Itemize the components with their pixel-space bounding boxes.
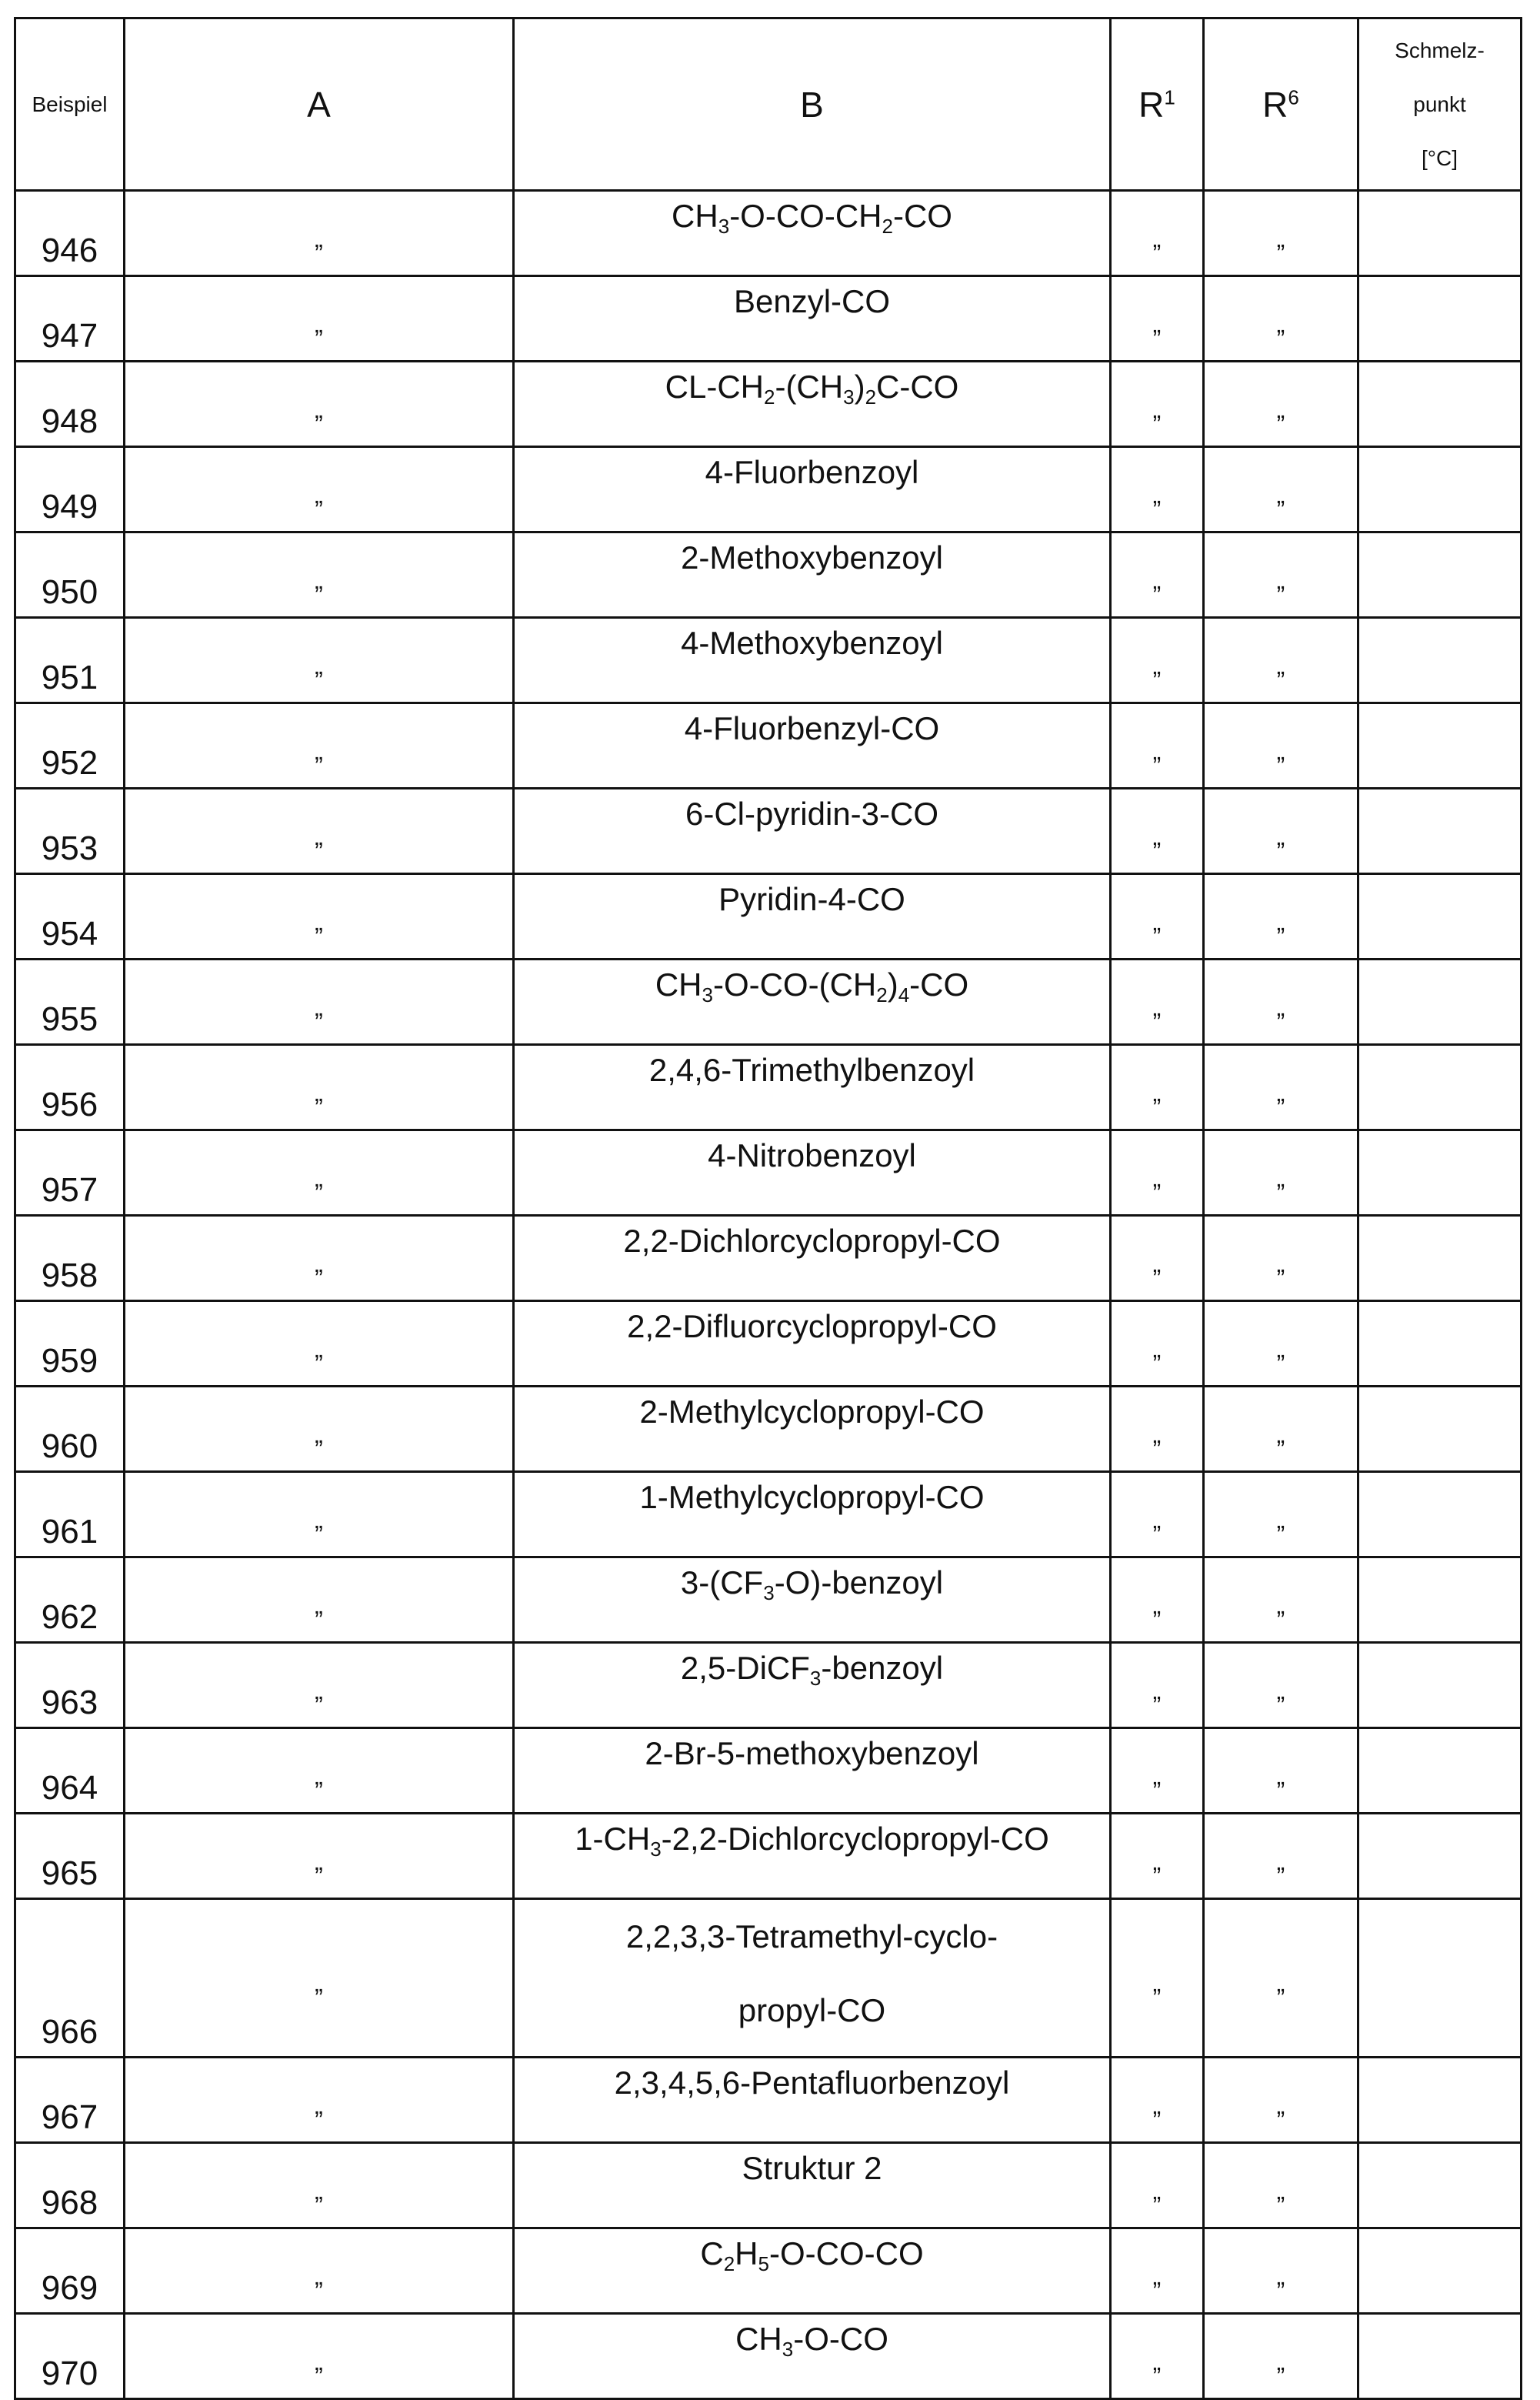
table-row: [15, 1728, 1522, 1814]
cell-r6: „: [1204, 960, 1358, 1045]
cell-a: „: [125, 276, 514, 362]
cell-melting-point: [1358, 874, 1522, 960]
cell-beispiel: 955: [15, 960, 125, 1045]
table-row: [15, 960, 1522, 1045]
cell-r1: „: [1111, 1728, 1204, 1814]
cell-r1: „: [1111, 874, 1204, 960]
formula-text: CH: [735, 2321, 782, 2357]
cell-b: [514, 789, 1111, 874]
cell-r1: „: [1111, 2314, 1204, 2399]
cell-r6: „: [1204, 1387, 1358, 1472]
formula-text: 1-Methylcyclopropyl-CO: [639, 1479, 984, 1515]
cell-r6: „: [1204, 1216, 1358, 1301]
table-row: [15, 1301, 1522, 1387]
table-row: [15, 1387, 1522, 1472]
table-row: [15, 1814, 1522, 1899]
cell-melting-point: [1358, 1899, 1522, 2058]
cell-a: „: [125, 1045, 514, 1130]
cell-r1: „: [1111, 2143, 1204, 2228]
table-row: [15, 1045, 1522, 1130]
cell-r1: „: [1111, 789, 1204, 874]
table-row: [15, 618, 1522, 703]
header-mp-line3: [°C]: [1359, 132, 1520, 185]
header-mp-line2: punkt: [1359, 78, 1520, 132]
cell-r1: „: [1111, 362, 1204, 447]
cell-b: [514, 2228, 1111, 2314]
subscript: 4: [898, 983, 909, 1006]
cell-beispiel: 954: [15, 874, 125, 960]
cell-melting-point: [1358, 1472, 1522, 1557]
header-a: A: [125, 18, 514, 191]
formula-text: C: [700, 2235, 723, 2271]
cell-beispiel: 969: [15, 2228, 125, 2314]
subscript: 2: [724, 2252, 735, 2275]
cell-beispiel: 968: [15, 2143, 125, 2228]
cell-a: „: [125, 1728, 514, 1814]
cell-r1: „: [1111, 703, 1204, 789]
cell-beispiel: 956: [15, 1045, 125, 1130]
cell-melting-point: [1358, 703, 1522, 789]
cell-r6: „: [1204, 2314, 1358, 2399]
cell-melting-point: [1358, 1728, 1522, 1814]
cell-melting-point: [1358, 2314, 1522, 2399]
formula-text: 2-Br-5-methoxybenzoyl: [645, 1735, 978, 1771]
cell-r1: „: [1111, 1814, 1204, 1899]
cell-b: [514, 1387, 1111, 1472]
formula-text: 4-Fluorbenzyl-CO: [685, 710, 939, 746]
cell-b: [514, 1643, 1111, 1728]
cell-r6: „: [1204, 1045, 1358, 1130]
cell-melting-point: [1358, 191, 1522, 276]
formula-text: 2,5-DiCF: [681, 1650, 810, 1686]
formula-text: 6-Cl-pyridin-3-CO: [685, 796, 938, 832]
cell-r6: „: [1204, 703, 1358, 789]
cell-beispiel: 952: [15, 703, 125, 789]
table-row: [15, 1899, 1522, 2058]
table-row: [15, 276, 1522, 362]
formula-text: C-CO: [876, 369, 958, 405]
formula-text: 3-(CF: [681, 1564, 763, 1601]
cell-r1: „: [1111, 960, 1204, 1045]
formula-text: CL-CH: [665, 369, 764, 405]
cell-a: „: [125, 1387, 514, 1472]
cell-r1: „: [1111, 532, 1204, 618]
cell-a: „: [125, 362, 514, 447]
cell-b: [514, 960, 1111, 1045]
cell-b: [514, 618, 1111, 703]
cell-r6: „: [1204, 2228, 1358, 2314]
formula-text: -2,2-Dichlorcyclopropyl-CO: [662, 1821, 1049, 1857]
formula-text: ): [888, 966, 898, 1003]
cell-r6: „: [1204, 2058, 1358, 2143]
table-row: [15, 789, 1522, 874]
cell-r6: „: [1204, 1643, 1358, 1728]
cell-beispiel: 967: [15, 2058, 125, 2143]
formula-text: -CO: [909, 966, 968, 1003]
formula-text: -CO: [893, 198, 952, 234]
formula-text: propyl-CO: [738, 1992, 885, 2028]
cell-b: [514, 1301, 1111, 1387]
cell-melting-point: [1358, 1301, 1522, 1387]
subscript: 2: [865, 386, 876, 409]
cell-melting-point: [1358, 532, 1522, 618]
cell-beispiel: 951: [15, 618, 125, 703]
table-row: [15, 1130, 1522, 1216]
cell-a: „: [125, 1472, 514, 1557]
formula-text: -O-CO: [793, 2321, 888, 2357]
formula-text: Benzyl-CO: [734, 283, 890, 319]
cell-a: „: [125, 532, 514, 618]
formula-text: 1-CH: [575, 1821, 650, 1857]
cell-melting-point: [1358, 618, 1522, 703]
cell-a: „: [125, 2314, 514, 2399]
formula-text: 2,3,4,5,6-Pentafluorbenzoyl: [615, 2065, 1010, 2101]
cell-melting-point: [1358, 2143, 1522, 2228]
cell-r6: „: [1204, 1557, 1358, 1643]
cell-melting-point: [1358, 1814, 1522, 1899]
header-mp-line1: Schmelz-: [1359, 24, 1520, 78]
cell-beispiel: 947: [15, 276, 125, 362]
cell-melting-point: [1358, 2058, 1522, 2143]
subscript: 3: [702, 983, 712, 1006]
table-row: [15, 1557, 1522, 1643]
cell-a: „: [125, 1301, 514, 1387]
cell-beispiel: 958: [15, 1216, 125, 1301]
cell-b: [514, 1472, 1111, 1557]
cell-r1: „: [1111, 1643, 1204, 1728]
cell-b: [514, 1899, 1111, 2058]
formula-text: -O-CO-(CH: [713, 966, 876, 1003]
cell-r6: „: [1204, 276, 1358, 362]
cell-beispiel: 964: [15, 1728, 125, 1814]
formula-text: -O-CO-CO: [769, 2235, 924, 2271]
cell-a: „: [125, 447, 514, 532]
cell-beispiel: 949: [15, 447, 125, 532]
header-melting-point: [1358, 18, 1522, 191]
cell-b: [514, 2058, 1111, 2143]
cell-beispiel: 953: [15, 789, 125, 874]
formula-text: -O-CO-CH: [729, 198, 882, 234]
cell-beispiel: 948: [15, 362, 125, 447]
header-r6-sup: 6: [1288, 85, 1298, 108]
cell-r1: „: [1111, 1387, 1204, 1472]
formula-text: 2-Methoxybenzoyl: [681, 539, 943, 576]
formula-text: Pyridin-4-CO: [718, 881, 905, 917]
cell-a: „: [125, 2228, 514, 2314]
cell-beispiel: 970: [15, 2314, 125, 2399]
cell-r6: „: [1204, 618, 1358, 703]
cell-b: [514, 703, 1111, 789]
cell-beispiel: 962: [15, 1557, 125, 1643]
compound-table: [14, 17, 1522, 2400]
formula-text: 4-Fluorbenzoyl: [705, 454, 919, 490]
subscript: 2: [882, 215, 892, 238]
header-r6-base: R: [1262, 85, 1288, 125]
cell-a: „: [125, 874, 514, 960]
formula-text: 2,2-Dichlorcyclopropyl-CO: [623, 1223, 1000, 1259]
cell-beispiel: 966: [15, 1899, 125, 2058]
cell-r6: „: [1204, 362, 1358, 447]
cell-a: „: [125, 2143, 514, 2228]
formula-text: -O)-benzoyl: [775, 1564, 943, 1601]
table-row: [15, 1216, 1522, 1301]
formula-text: 2,2-Difluorcyclopropyl-CO: [627, 1308, 997, 1344]
subscript: 3: [650, 1838, 661, 1861]
cell-r1: „: [1111, 447, 1204, 532]
formula-text: -benzoyl: [821, 1650, 943, 1686]
subscript: 3: [718, 215, 729, 238]
cell-r6: „: [1204, 1130, 1358, 1216]
cell-beispiel: 950: [15, 532, 125, 618]
formula-text: ): [855, 369, 865, 405]
table-row: [15, 1643, 1522, 1728]
cell-a: „: [125, 703, 514, 789]
cell-beispiel: 965: [15, 1814, 125, 1899]
cell-b: [514, 276, 1111, 362]
formula-text: 4-Nitrobenzoyl: [708, 1137, 916, 1173]
header-row: [15, 18, 1522, 191]
cell-b: [514, 1728, 1111, 1814]
subscript: 3: [763, 1581, 774, 1604]
table-row: [15, 2058, 1522, 2143]
cell-r1: „: [1111, 1130, 1204, 1216]
table-row: [15, 532, 1522, 618]
cell-r6: „: [1204, 1301, 1358, 1387]
cell-b: [514, 2143, 1111, 2228]
cell-r1: „: [1111, 618, 1204, 703]
cell-melting-point: [1358, 960, 1522, 1045]
cell-r1: „: [1111, 1045, 1204, 1130]
cell-r6: „: [1204, 874, 1358, 960]
cell-a: „: [125, 1130, 514, 1216]
cell-b: [514, 2314, 1111, 2399]
cell-melting-point: [1358, 789, 1522, 874]
cell-b: [514, 191, 1111, 276]
cell-b: [514, 532, 1111, 618]
cell-beispiel: 957: [15, 1130, 125, 1216]
cell-r1: „: [1111, 191, 1204, 276]
cell-a: „: [125, 1216, 514, 1301]
cell-a: „: [125, 960, 514, 1045]
subscript: 5: [758, 2252, 769, 2275]
cell-r1: „: [1111, 276, 1204, 362]
table-row: [15, 447, 1522, 532]
table-row: [15, 874, 1522, 960]
formula-text: -(CH: [775, 369, 843, 405]
cell-melting-point: [1358, 1216, 1522, 1301]
table-row: [15, 362, 1522, 447]
cell-b: [514, 1216, 1111, 1301]
cell-beispiel: 946: [15, 191, 125, 276]
cell-a: „: [125, 1899, 514, 2058]
header-r6: [1204, 18, 1358, 191]
header-beispiel: Beispiel: [15, 18, 125, 191]
formula-text: 2-Methylcyclopropyl-CO: [639, 1394, 984, 1430]
subscript: 3: [843, 386, 854, 409]
cell-r6: „: [1204, 1814, 1358, 1899]
cell-a: „: [125, 2058, 514, 2143]
formula-text: CH: [655, 966, 702, 1003]
cell-b: [514, 447, 1111, 532]
table-row: [15, 2143, 1522, 2228]
cell-r1: „: [1111, 1557, 1204, 1643]
subscript: 2: [876, 983, 887, 1006]
header-b: B: [514, 18, 1111, 191]
cell-beispiel: 959: [15, 1301, 125, 1387]
header-r1-base: R: [1138, 85, 1164, 125]
cell-r1: „: [1111, 1899, 1204, 2058]
cell-melting-point: [1358, 276, 1522, 362]
cell-b: [514, 1130, 1111, 1216]
cell-r6: „: [1204, 191, 1358, 276]
cell-a: „: [125, 1643, 514, 1728]
cell-r6: „: [1204, 789, 1358, 874]
cell-r6: „: [1204, 1472, 1358, 1557]
cell-r6: „: [1204, 1899, 1358, 2058]
formula-text: CH: [672, 198, 718, 234]
cell-a: „: [125, 191, 514, 276]
cell-melting-point: [1358, 1643, 1522, 1728]
cell-melting-point: [1358, 447, 1522, 532]
cell-b: [514, 362, 1111, 447]
cell-b: [514, 874, 1111, 960]
cell-r6: „: [1204, 447, 1358, 532]
cell-a: „: [125, 618, 514, 703]
cell-a: „: [125, 1814, 514, 1899]
cell-a: „: [125, 1557, 514, 1643]
cell-beispiel: 961: [15, 1472, 125, 1557]
table-row: [15, 2228, 1522, 2314]
cell-melting-point: [1358, 362, 1522, 447]
cell-a: „: [125, 789, 514, 874]
cell-b: [514, 1045, 1111, 1130]
subscript: 3: [782, 2338, 793, 2361]
cell-melting-point: [1358, 1557, 1522, 1643]
formula-text: 4-Methoxybenzoyl: [681, 625, 943, 661]
cell-r1: „: [1111, 1216, 1204, 1301]
cell-r6: „: [1204, 1728, 1358, 1814]
table-row: [15, 703, 1522, 789]
cell-b: [514, 1814, 1111, 1899]
cell-r6: „: [1204, 2143, 1358, 2228]
header-r1: [1111, 18, 1204, 191]
formula-text: 2,2,3,3-Tetramethyl-cyclo-: [626, 1918, 998, 1954]
table-row: [15, 1472, 1522, 1557]
cell-melting-point: [1358, 1045, 1522, 1130]
cell-b: [514, 1557, 1111, 1643]
formula-text: H: [735, 2235, 758, 2271]
subscript: 2: [764, 386, 775, 409]
cell-r6: „: [1204, 532, 1358, 618]
cell-melting-point: [1358, 2228, 1522, 2314]
cell-beispiel: 960: [15, 1387, 125, 1472]
header-r1-sup: 1: [1164, 85, 1175, 108]
table-row: [15, 2314, 1522, 2399]
cell-beispiel: 963: [15, 1643, 125, 1728]
cell-r1: „: [1111, 1472, 1204, 1557]
formula-text: 2,4,6-Trimethylbenzoyl: [649, 1052, 975, 1088]
subscript: 3: [810, 1667, 821, 1690]
cell-r1: „: [1111, 2228, 1204, 2314]
cell-r1: „: [1111, 2058, 1204, 2143]
table-row: [15, 191, 1522, 276]
cell-melting-point: [1358, 1130, 1522, 1216]
cell-r1: „: [1111, 1301, 1204, 1387]
formula-text: Struktur 2: [742, 2150, 882, 2186]
cell-melting-point: [1358, 1387, 1522, 1472]
